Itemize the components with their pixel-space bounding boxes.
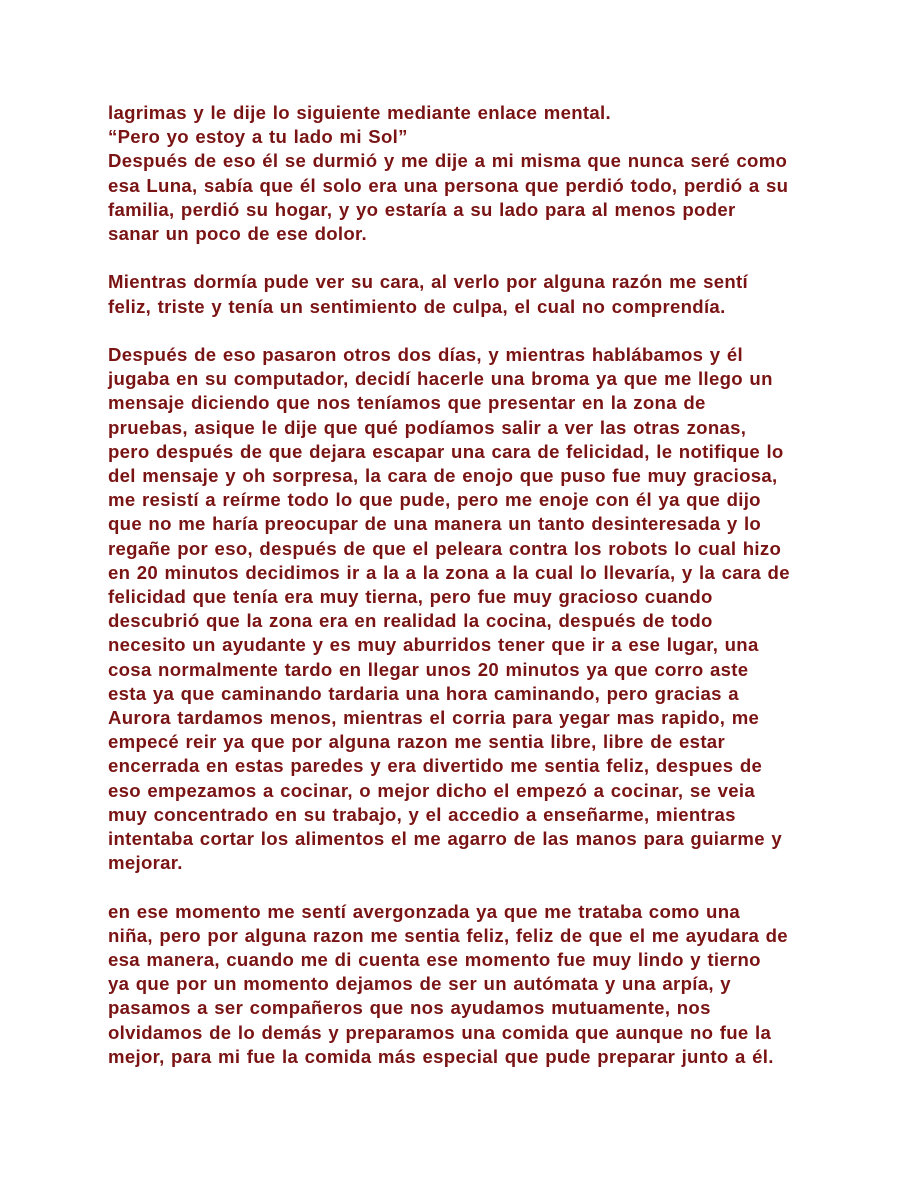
paragraph-3 — [108, 343, 808, 875]
text-line: familia, perdió su hogar, y yo estaría a su lado para al menos poder — [108, 198, 736, 220]
text-line: en 20 minutos decidimos ir a la a la zona a la cual lo llevaría, y la cara de — [108, 561, 790, 583]
text-line: eso empezamos a cocinar, o mejor dicho el empezó a cocinar, se veia — [108, 779, 755, 801]
paragraph-4 — [108, 900, 808, 1069]
text-line: pero después de que dejara escapar una cara de felicidad, le notifique lo — [108, 440, 784, 462]
text-line: Después de eso él se durmió y me dije a mi misma que nunca seré como — [108, 150, 788, 172]
text-line: esa Luna, sabía que él solo era una persona que perdió todo, perdió a su — [108, 174, 789, 196]
text-line: Después de eso pasaron otros dos días, y mientras hablábamos y él — [108, 344, 744, 365]
text-line: ya que por un momento dejamos de ser un autómata y una arpía, y — [108, 973, 731, 995]
text-line: mejor, para mi fue la comida más especial que pude preparar junto a él. — [108, 1045, 774, 1067]
text-line: mensaje diciendo que nos teníamos que presentar en la zona de — [108, 392, 706, 414]
text-line: feliz, triste y tenía un sentimiento de culpa, el cual no comprendía. — [108, 295, 726, 317]
text-line: esa manera, cuando me di cuenta ese momento fue muy lindo y tierno — [108, 949, 761, 971]
text-line: que no me haría preocupar de una manera un tanto desinteresada y lo — [108, 513, 762, 535]
text-line: sanar un poco de ese dolor. — [108, 223, 368, 245]
paragraph-gap — [108, 246, 808, 270]
text-line: necesito un ayudante y es muy aburridos tener que ir a ese lugar, una — [108, 634, 759, 656]
text-line: felicidad que tenía era muy tierna, pero fue muy gracioso cuando — [108, 586, 713, 608]
text-line: Mientras dormía pude ver su cara, al verlo por alguna razón me sentí — [108, 271, 748, 293]
text-line: mejorar. — [108, 852, 183, 874]
text-line: muy concentrado en su trabajo, y el accedio a enseñarme, mientras — [108, 803, 736, 825]
text-line: Aurora tardamos menos, mientras el corria para yegar mas rapido, me — [108, 707, 760, 729]
text-line: en ese momento me sentí avergonzada ya que me trataba como una — [108, 900, 741, 922]
text-line: empecé reir ya que por alguna razon me sentia libre, libre de estar — [108, 731, 725, 753]
text-line: descubrió que la zona era en realidad la cocina, después de todo — [108, 610, 713, 632]
text-line: jugaba en su computador, decidí hacerle una broma ya que me llego un — [108, 368, 773, 390]
text-line: regañe por eso, después de que el peleara contra los robots lo cual hizo — [108, 537, 782, 559]
paragraph-1 — [108, 101, 808, 246]
paragraph-2 — [108, 270, 808, 318]
text-line: olvidamos de lo demás y preparamos una comida que aunque no fue la — [108, 1021, 772, 1043]
paragraph-gap — [108, 875, 808, 899]
text-line: me resistí a reírme todo lo que pude, pero me enoje con él ya que dijo — [108, 489, 761, 511]
text-line: esta ya que caminando tardaria una hora caminando, pero gracias a — [108, 682, 739, 704]
text-line: pruebas, asique le dije que qué podíamos salir a ver las otras zonas, — [108, 416, 747, 438]
text-line: niña, pero por alguna razon me sentia feliz, feliz de que el me ayudara de — [108, 924, 788, 946]
text-line: cosa normalmente tardo en llegar unos 20 minutos ya que corro aste — [108, 658, 749, 680]
text-line: encerrada en estas paredes y era divertido me sentia feliz, despues de — [108, 755, 763, 777]
text-line: del mensaje y oh sorpresa, la cara de enojo que puso fue muy graciosa, — [108, 465, 778, 487]
document-body — [108, 101, 808, 1069]
text-line: pasamos a ser compañeros que nos ayudamos mutuamente, nos — [108, 997, 711, 1019]
paragraph-gap — [108, 319, 808, 343]
text-line: lagrimas y le dije lo siguiente mediante enlace mental. — [108, 102, 611, 123]
text-line: intentaba cortar los alimentos el me agarro de las manos para guiarme y — [108, 828, 782, 850]
text-line: “Pero yo estoy a tu lado mi Sol” — [108, 126, 408, 148]
